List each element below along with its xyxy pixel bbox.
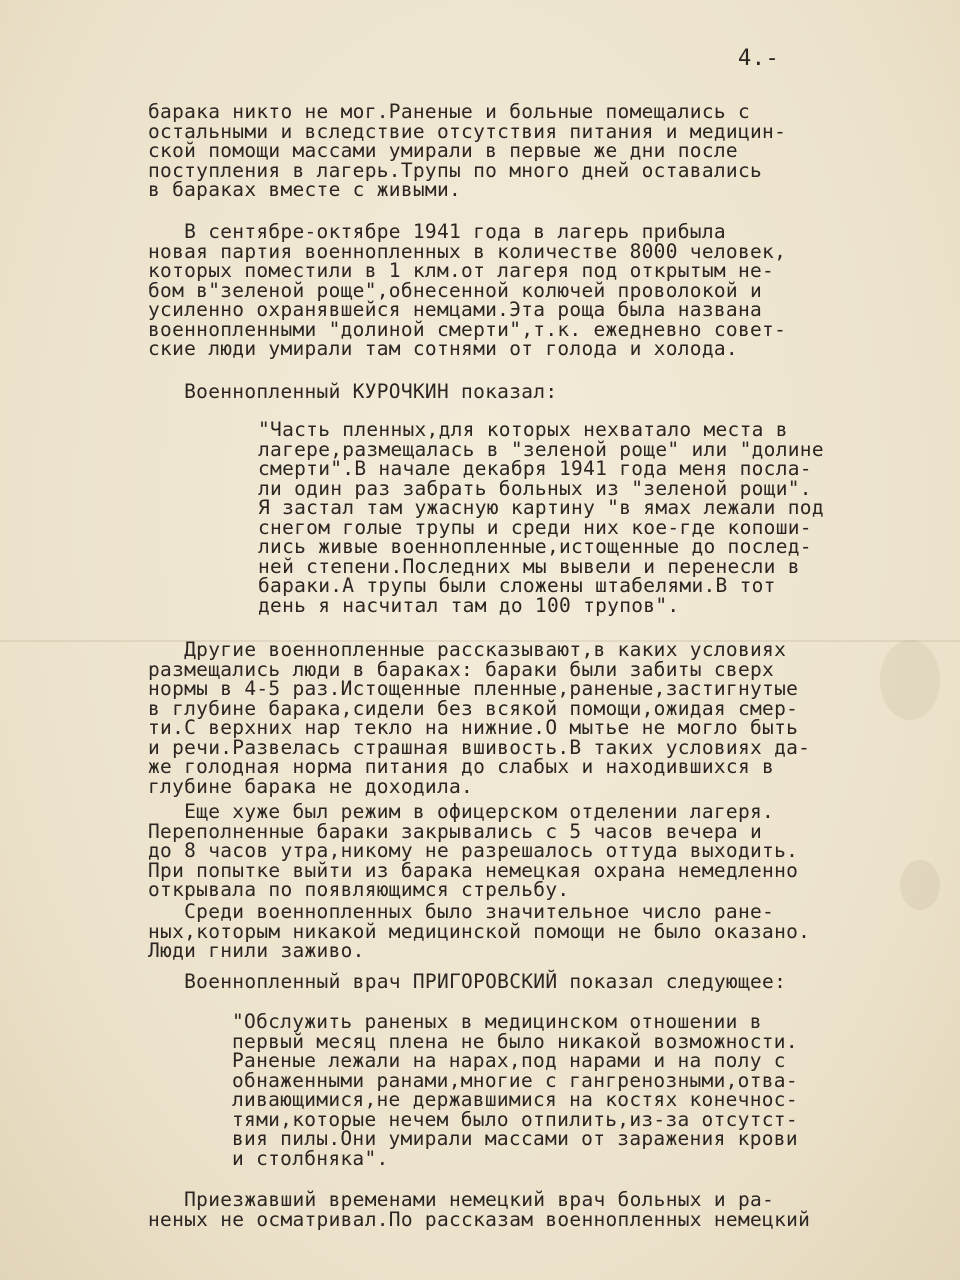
testimony-2-quote xyxy=(232,1012,798,1168)
testimony-2-line: вия пилы.Они умирали массами от заражения крови xyxy=(232,1127,798,1150)
testimony-2-line: и столбняка". xyxy=(232,1146,389,1170)
testimony-2-intro-text: Военнопленный врач ПРИГОРОВСКИЙ показал следующее: xyxy=(148,970,787,993)
testimony-1-line: смерти".В начале декабря 1941 года меня посла- xyxy=(258,457,812,480)
testimony-1-line: лагере,размещалась в "зеленой роще" или "долине xyxy=(258,437,824,461)
paragraph-1-line: барака никто не мог.Раненые и больные помещались с xyxy=(148,100,750,123)
testimony-1-intro xyxy=(148,382,557,402)
paragraph-5-line: Люди гнили заживо. xyxy=(148,939,365,962)
paragraph-2-line: военнопленными "долиной смерти",т.к. ежедневно совет- xyxy=(148,317,787,341)
testimony-1-line: Я застал там ужасную картину "в ямах лежали под xyxy=(258,496,824,519)
paragraph-4-line: до 8 часов утра,никому не разрешалось оттуда выходить. xyxy=(148,839,799,862)
testimony-2-intro xyxy=(148,972,786,992)
testimony-2-line: ливающимися,не державшимися на костях конечнос- xyxy=(232,1088,798,1111)
paragraph-6 xyxy=(148,1190,810,1229)
testimony-2-line: "Обслужить раненых в медицинском отношении в xyxy=(232,1010,762,1033)
paragraph-2-line: новая партия военнопленных в количестве 8000 человек, xyxy=(148,239,787,263)
paragraph-1 xyxy=(148,102,786,200)
paragraph-4 xyxy=(148,802,798,900)
testimony-1-line: день я насчитал там до 100 трупов". xyxy=(258,593,680,617)
paragraph-2-line: усиленно охранявшейся немцами.Эта роща была названа xyxy=(148,298,763,321)
paragraph-1-line: остальными и вследствие отсутствия питания и медицин- xyxy=(148,119,787,143)
page-number: 4.- xyxy=(738,46,780,71)
testimony-1-line: снегом голые трупы и среди них кое-где копоши- xyxy=(258,515,812,539)
paragraph-2-line: В сентябре-октябре 1941 года в лагерь прибыла xyxy=(148,220,726,243)
paragraph-4-line: При попытке выйти из барака немецкая охрана немедленно xyxy=(148,858,799,882)
paragraph-3-line: нормы в 4-5 раз.Истощенные пленные,раненые,застигнутые xyxy=(148,677,799,700)
paragraph-3-line: же голодная норма питания до слабых и находившихся в xyxy=(148,755,775,778)
paragraph-1-line: в бараках вместе с живыми. xyxy=(148,178,462,201)
testimony-2-line: тями,которые нечем было отпилить,из-за отсутст- xyxy=(232,1107,798,1131)
paragraph-5-line: ных,которым никакой медицинской помощи не было оказано. xyxy=(148,919,811,943)
paragraph-4-line: Еще хуже был режим в офицерском отделении лагеря. xyxy=(148,800,775,823)
paragraph-1-line: ской помощи массами умирали в первые же дни после xyxy=(148,139,738,162)
testimony-1-quote xyxy=(258,420,824,615)
paragraph-5 xyxy=(148,902,810,961)
paragraph-1-line: поступления в лагерь.Трупы по много дней оставались xyxy=(148,158,763,182)
paragraph-3-line: в глубине барака,сидели без всякой помощи,ожидая смер- xyxy=(148,696,799,720)
paper-stain xyxy=(880,640,940,720)
paragraph-3-line: глубине барака не доходила. xyxy=(148,774,474,798)
paragraph-2 xyxy=(148,222,786,359)
testimony-1-intro-text: Военнопленный КУРОЧКИН показал: xyxy=(148,380,558,403)
paragraph-3-line: Другие военнопленные рассказывают,в каких условиях xyxy=(148,638,787,661)
testimony-1-line: ней степени.Последних мы вывели и перенесли в xyxy=(258,554,800,578)
paragraph-5-line: Среди военнопленных было значительное число ране- xyxy=(148,900,775,923)
paragraph-3 xyxy=(148,640,810,796)
paragraph-3-line: размещались люди в бараках: бараки были забиты сверх xyxy=(148,657,775,681)
paragraph-2-line: ские люди умирали там сотнями от голода и холода. xyxy=(148,337,738,360)
paragraph-6-line: Приезжавший временами немецкий врач больных и ра- xyxy=(148,1188,775,1211)
paragraph-4-line: открывала по появляющимся стрельбу. xyxy=(148,878,570,901)
testimony-1-line: "Часть пленных,для которых нехватало места в xyxy=(258,418,788,441)
paragraph-2-line: которых поместили в 1 клм.от лагеря под открытым не- xyxy=(148,259,775,282)
paragraph-2-line: бом в"зеленой роще",обнесенной колючей проволокой и xyxy=(148,278,763,302)
paragraph-3-line: и речи.Развелась страшная вшивость.В таких условиях да- xyxy=(148,735,811,759)
testimony-1-line: бараки.А трупы были сложены штабелями.В тот xyxy=(258,574,776,597)
testimony-2-line: Раненые лежали на нарах,под нарами и на полу с xyxy=(232,1049,786,1072)
testimony-1-line: лись живые военнопленные,истощенные до послед- xyxy=(258,535,812,558)
testimony-1-line: ли один раз забрать больных из "зеленой рощи". xyxy=(258,476,812,500)
paper-stain xyxy=(900,860,940,910)
paragraph-6-line: неных не осматривал.По рассказам военнопленных немецкий xyxy=(148,1207,811,1231)
paragraph-3-line: ти.С верхних нар текло на нижние.О мытье не могло быть xyxy=(148,716,799,739)
testimony-2-line: первый месяц плена не было никакой возможности. xyxy=(232,1029,798,1053)
testimony-2-line: обнаженными ранами,многие с гангренозными,отва- xyxy=(232,1068,798,1092)
paragraph-4-line: Переполненные бараки закрывались с 5 часов вечера и xyxy=(148,819,763,843)
